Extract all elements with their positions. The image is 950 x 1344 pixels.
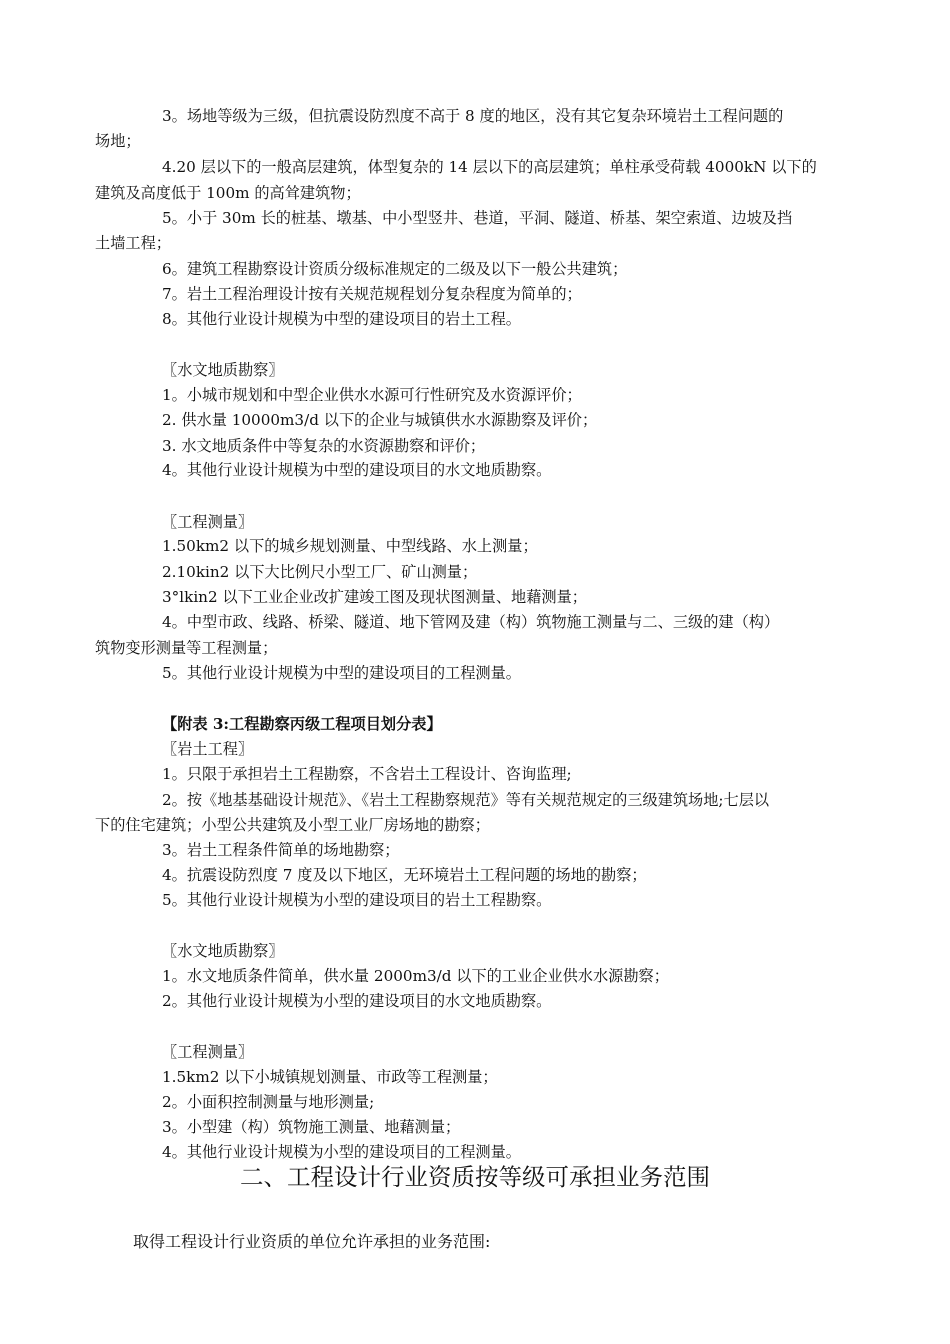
survey-b-item4-line2: 筑物变形测量等工程测量； <box>95 639 278 657</box>
appendix3-survey-title: 〖工程测量〗 <box>162 1043 254 1061</box>
geotech-b-item3-line1: 3。场地等级为三级，但抗震设防烈度不高于 8 度的地区，没有其它复杂环境岩土工程问题的 <box>162 107 784 125</box>
appendix3-survey-item4: 4。其他行业设计规模为小型的建设项目的工程测量。 <box>162 1143 521 1161</box>
geotech-b-item3-line2: 场地； <box>95 132 141 150</box>
appendix3-hydro-title: 〖水文地质勘察〗 <box>162 942 284 960</box>
survey-b-item3: 3°lkin2 以下工业企业改扩建竣工图及现状图测量、地藉测量； <box>162 588 587 606</box>
hydro-b-title: 〖水文地质勘察〗 <box>162 361 284 379</box>
appendix3-survey-item2: 2。小面积控制测量与地形测量; <box>162 1093 375 1111</box>
geotech-b-item7: 7。岩土工程治理设计按有关规范规程划分复杂程度为简单的； <box>162 285 582 303</box>
appendix3-geotech-item2-line2: 下的住宅建筑；小型公共建筑及小型工业厂房场地的勘察； <box>95 816 490 834</box>
appendix3-title: 【附表 3:工程勘察丙级工程项目划分表】 <box>162 715 442 733</box>
appendix3-survey-item3: 3。小型建（构）筑物施工测量、地藉测量； <box>162 1118 461 1136</box>
hydro-b-item4: 4。其他行业设计规模为中型的建设项目的水文地质勘察。 <box>162 461 552 479</box>
appendix3-hydro-item2: 2。其他行业设计规模为小型的建设项目的水文地质勘察。 <box>162 992 552 1010</box>
appendix3-geotech-item4: 4。抗震设防烈度 7 度及以下地区，无环境岩土工程问题的场地的勘察； <box>162 866 647 884</box>
survey-b-item1: 1.50km2 以下的城乡规划测量、中型线路、水上测量； <box>162 537 538 555</box>
survey-b-item2: 2.10kin2 以下大比例尺小型工厂、矿山测量； <box>162 563 478 581</box>
geotech-b-item6: 6。建筑工程勘察设计资质分级标准规定的二级及以下一般公共建筑； <box>162 260 628 278</box>
geotech-b-item5-line2: 土墙工程； <box>95 234 171 252</box>
geotech-b-item4-line2: 建筑及高度低于 100m 的高耸建筑物； <box>95 184 361 202</box>
survey-b-title: 〖工程测量〗 <box>162 513 254 531</box>
appendix3-geotech-item2-line1: 2。按《地基基础设计规范》、《岩土工程勘察规范》等有关规范规定的三级建筑场地;七层以 <box>162 791 770 809</box>
appendix3-geotech-item5: 5。其他行业设计规模为小型的建设项目的岩土工程勘察。 <box>162 891 552 909</box>
appendix3-geotech-item1: 1。只限于承担岩土工程勘察，不含岩土工程设计、咨询监理; <box>162 765 572 783</box>
hydro-b-item3: 3. 水文地质条件中等复杂的水资源勘察和评价； <box>162 437 486 455</box>
appendix3-survey-item1: 1.5km2 以下小城镇规划测量、市政等工程测量； <box>162 1068 498 1086</box>
appendix3-hydro-item1: 1。水文地质条件简单，供水量 2000m3/d 以下的工业企业供水水源勘察； <box>162 967 669 985</box>
hydro-b-item1: 1。小城市规划和中型企业供水水源可行性研究及水资源评价； <box>162 386 582 404</box>
survey-b-item4-line1: 4。中型市政、线路、桥梁、隧道、地下管网及建（构）筑物施工测量与二、三级的建（构） <box>162 613 780 631</box>
section2-heading: 二、工程设计行业资质按等级可承担业务范围 <box>240 1163 710 1191</box>
survey-b-item5: 5。其他行业设计规模为中型的建设项目的工程测量。 <box>162 664 521 682</box>
geotech-b-item8: 8。其他行业设计规模为中型的建设项目的岩土工程。 <box>162 310 521 328</box>
hydro-b-item2: 2. 供水量 10000m3/d 以下的企业与城镇供水水源勘察及评价； <box>162 411 598 429</box>
appendix3-geotech-item3: 3。岩土工程条件简单的场地勘察； <box>162 841 400 859</box>
appendix3-geotech-title: 〖岩土工程〗 <box>162 740 254 758</box>
geotech-b-item5-line1: 5。小于 30m 长的桩基、墩基、中小型竖井、巷道，平洞、隧道、桥基、架空索道、边坡及挡 <box>162 209 793 227</box>
geotech-b-item4-line1: 4.20 层以下的一般高层建筑，体型复杂的 14 层以下的高层建筑；单柱承受荷载 4000kN 以下的 <box>162 158 817 176</box>
section2-intro: 取得工程设计行业资质的单位允许承担的业务范围: <box>133 1232 491 1251</box>
